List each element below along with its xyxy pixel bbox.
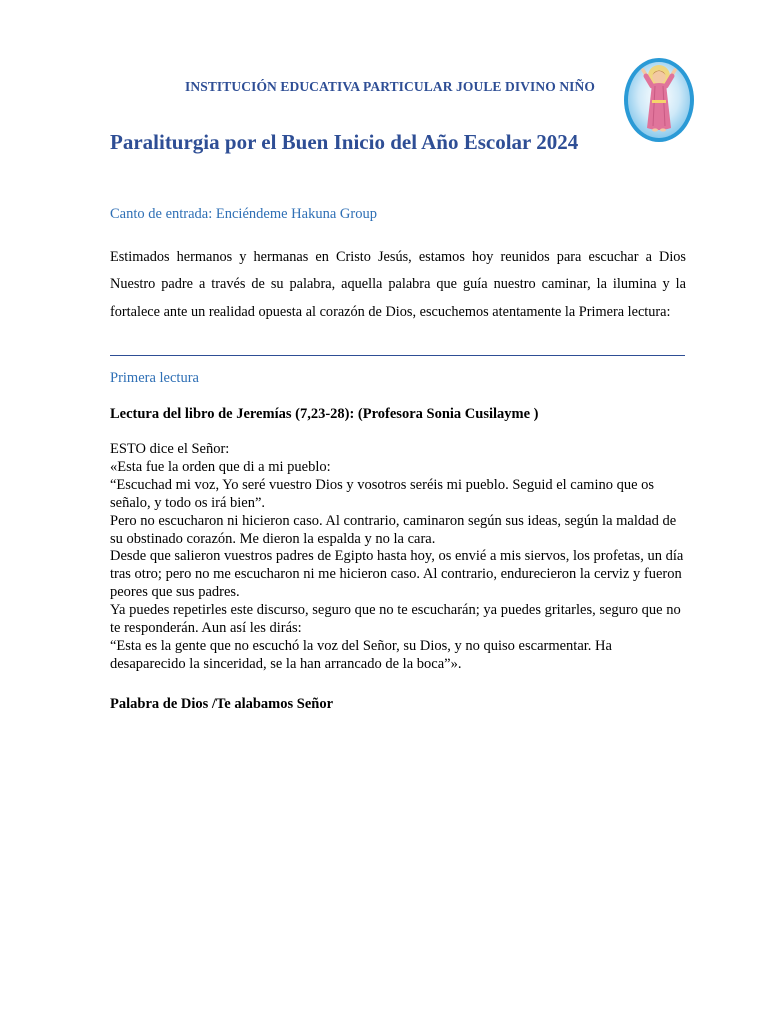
reading-line: Pero no escucharon ni hicieron caso. Al contrario, caminaron según sus ideas, según la maldad de su obstinado corazón. Me dieron la espalda y no la cara. <box>110 512 677 547</box>
divino-nino-emblem-icon <box>622 56 696 144</box>
entrance-song: Canto de entrada: Enciéndeme Hakuna Group <box>110 206 377 222</box>
reading-line: “Esta es la gente que no escuchó la voz del Señor, su Dios, y no quiso escarmentar. Ha desaparecido la sinceridad, se la han arrancado de la boca”». <box>110 637 612 672</box>
section-heading: Primera lectura <box>110 370 199 386</box>
institution-name: INSTITUCIÓN EDUCATIVA PARTICULAR JOULE DIVINO NIÑO <box>185 79 595 94</box>
intro-paragraph <box>110 244 686 326</box>
school-logo <box>622 56 696 144</box>
closing-response: Palabra de Dios /Te alabamos Señor <box>110 696 334 712</box>
reading-line: “Escuchad mi voz, Yo seré vuestro Dios y vosotros seréis mi pueblo. Seguid el camino que os señalo, y todo os irá bien”. <box>110 476 655 511</box>
reading-body <box>110 441 685 674</box>
intro-text: Estimados hermanos y hermanas en Cristo Jesús, estamos hoy reunidos para escuchar a Dios Nuestro padre a través de su palabra, aquella palabra que guía nuestro caminar, la ilumina y la fortalece ante un realidad opuesta al corazón de Dios, escuchemos atentamente la Primera lectura: <box>110 249 686 320</box>
reading-line: Ya puedes repetirles este discurso, seguro que no te escucharán; ya puedes gritarles, seguro que no te responderán. Aun así les dirás: <box>110 602 681 637</box>
reading-line: ESTO dice el Señor: <box>110 441 230 457</box>
section-divider <box>110 355 685 356</box>
reading-line: Desde que salieron vuestros padres de Egipto hasta hoy, os envié a mis siervos, los profetas, un día tras otro; pero no me escucharon ni me hicieron caso. Al contrario, endurecieron la cerviz y fueron peores que sus padres. <box>110 548 684 601</box>
reading-line: «Esta fue la orden que di a mi pueblo: <box>110 458 331 475</box>
reading-title: Lectura del libro de Jeremías (7,23-28): (Profesora Sonia Cusilayme ) <box>110 406 539 422</box>
document-title: Paraliturgia por el Buen Inicio del Año Escolar 2024 <box>110 130 579 154</box>
